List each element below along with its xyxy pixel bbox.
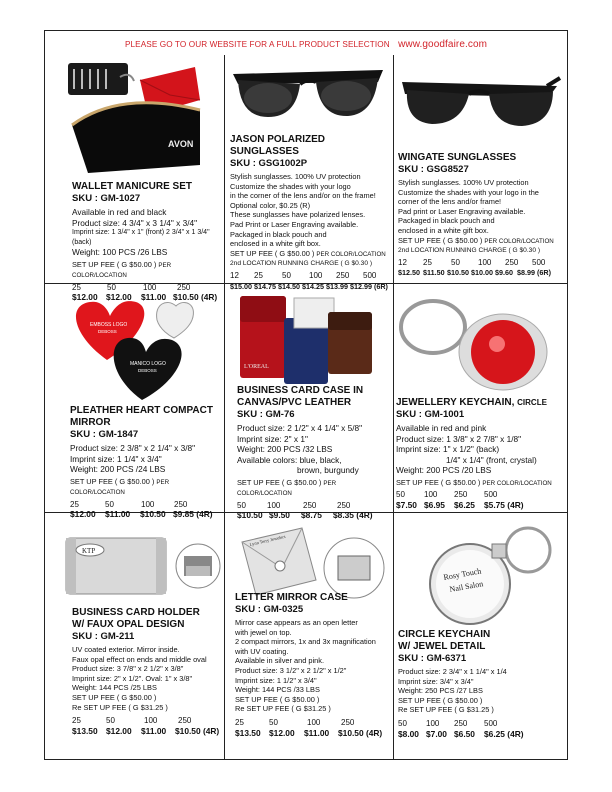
product-detail: Imprint size: 1 1/2" x 3/4" [235,675,317,685]
banner [44,39,568,50]
product-detail: Available colors: blue, black, [237,454,342,465]
keychain-imprint: Nail Salon [448,579,484,594]
product-detail: Available in red and pink [396,423,487,433]
product-detail: Imprint size: 2" x 1" [237,433,308,444]
jason-sunglasses-image [228,62,388,132]
product-sku: SKU : GM-1001 [396,409,465,420]
product-detail: enclosed in a white gift box. [398,225,489,235]
quantity-row: 25 50 100 250 [72,716,192,726]
product-jewellery-keychain [396,397,564,510]
setup-fee: SET UP FEE ( G $50.00 ) PER COLOR/LOCATION [237,477,337,498]
product-detail: Weight: 100 PCS /26 LBS [72,247,168,258]
product-detail: enclosed in a white gift box. [230,239,321,249]
price-row: $15.00 $14.75 $14.50 $14.25 $13.99 $12.99 (6R) [230,281,388,291]
product-detail: with jewel on top. [235,627,292,637]
product-detail: Imprint size: 1 3/4" x 1" (front) 2 3/4" x 1 3/4" (back) [72,229,210,246]
setup-fee: SET UP FEE ( G $50.00 ) [72,692,157,702]
circle-keychain-image [412,522,562,632]
product-detail: Weight: 200 PCS /32 LBS [237,444,333,454]
product-title: CIRCLE KEYCHAIN [398,629,491,640]
product-letter-mirror-case [235,592,390,738]
product-detail: brown, burgundy [297,465,359,475]
business-card-case-image [232,290,387,390]
grid-divider [393,55,394,760]
product-detail: Customize the shades with your logo in the [398,187,539,197]
product-title: BUSINESS CARD HOLDER [72,607,200,618]
wingate-sunglasses-image [397,72,562,142]
re-setup-fee: Re SET UP FEE ( G $31.25 ) [72,702,168,712]
product-detail: Product size: 2 3/4" x 1 1/4" x 1/4 [398,667,507,676]
quantity-row: 12 25 50 100 250 500 [230,270,377,280]
product-detail: with UV coating. [235,646,289,656]
product-detail: Imprint size: 1" x 1/2" (back) [396,444,500,454]
quantity-row: 50 100 250 250 [237,500,351,510]
website-link[interactable]: www.goodfaire.com [398,39,488,50]
product-detail: Pad print or Laser Engraving available. [398,206,526,216]
product-detail: Pad Print or Laser Engraving available. [230,219,359,229]
price-row: $10.50 $9.50 $8.75 $8.35 (4R) [237,510,373,521]
loreal-imprint: L'OREAL [244,364,269,370]
product-detail: Weight: 144 PCS /33 LBS [235,685,320,695]
product-detail: Optional color, $0.25 (R) [230,200,311,210]
product-jason-sunglasses [230,134,390,291]
setup-fee: SET UP FEE ( G $50.00 ) PER COLOR/LOCATION [70,476,170,497]
product-detail: corner of the lens and/or frame! [398,197,502,207]
product-detail: Customize the shades with your logo [230,181,351,191]
product-detail: These sunglasses have polarized lenses. [230,210,366,220]
avon-imprint: AVON [168,139,194,149]
product-title: JEWELLERY KEYCHAIN, CIRCLE [396,397,547,408]
product-title: W/ FAUX OPAL DESIGN [72,619,185,630]
re-setup-fee: Re SET UP FEE ( G $31.25 ) [398,705,494,715]
product-detail: Imprint size: 2" x 1/2". Oval: 1" x 3/8" [72,673,193,683]
second-location-charge: 2nd LOCATION RUNNING CHARGE ( G $0.30 ) [230,260,373,268]
setup-fee: SET UP FEE ( G $50.00 ) [235,694,320,704]
product-sku: SKU : GM-1847 [70,429,139,440]
product-title: W/ JEWEL DETAIL [398,641,486,652]
second-location-charge: 2nd LOCATION RUNNING CHARGE ( G $0.30 ) [398,247,541,255]
banner-text: PLEASE GO TO OUR WEBSITE FOR A FULL PRODUCT SELECTION [124,40,390,49]
heart-imprint: DEBOSS [138,368,157,373]
product-title: WALLET MANICURE SET [72,181,192,192]
jewellery-keychain-image [395,292,560,397]
product-detail: Product size: 2 1/2" x 4 1/4" x 5/8" [237,423,363,433]
product-title: LETTER MIRROR CASE [235,592,348,603]
product-detail: 2 compact mirrors, 1x and 3x magnification [235,637,376,647]
product-detail: Product size: 1 3/8" x 2 7/8" x 1/8" [396,433,522,444]
product-detail: Mirror case appears as an open letter [235,618,358,627]
price-row: $12.00 $12.00 $11.00 $10.50 (4R) [72,292,218,303]
product-detail: Imprint size: 1 1/4" x 3/4" [70,453,162,464]
letter-imprint: Lynn Terry Jewelers [249,533,286,547]
product-detail: Packaged in black pouch and [398,216,495,226]
quantity-row: 50 100 250 500 [396,490,498,500]
product-detail: Packaged in black pouch and [230,229,327,239]
product-sku: SKU : GM-0325 [235,604,304,615]
product-detail: Faux opal effect on ends and middle oval [72,654,207,664]
setup-fee: SET UP FEE ( G $50.00 ) [398,695,483,705]
product-title: CANVAS/PVC LEATHER [237,397,352,408]
product-detail: Stylish sunglasses. 100% UV protection [398,178,529,187]
product-title: WINGATE SUNGLASSES [398,152,517,163]
product-detail: Weight: 144 PCS /25 LBS [72,683,157,693]
product-detail: Stylish sunglasses. 100% UV protection [230,172,361,181]
product-detail: Product size: 4 3/4" x 3 1/4" x 3/4" [72,217,198,228]
product-sku: SKU : GSG1002P [230,158,308,169]
product-detail: Available in red and black [72,207,167,217]
product-business-card-case [237,385,389,521]
wallet-manicure-image [60,55,210,180]
price-row: $8.00 $7.00 $6.50 $6.25 (4R) [398,728,524,739]
product-detail: Product size: 2 3/8" x 2 1/4" x 3/8" [70,443,196,453]
product-detail: Weight: 200 PCS /20 LBS [396,465,492,475]
card-holder-opal-image [62,530,222,600]
keychain-imprint: Rosy Touch [442,566,482,582]
setup-fee: SET UP FEE ( G $50.00 ) PER COLOR/LOCATION [230,248,386,258]
heart-compact-image [62,290,212,410]
product-detail: Imprint size: 3/4" x 3/4" [398,676,474,686]
product-card-holder-opal [72,607,222,736]
re-setup-fee: Re SET UP FEE ( G $31.25 ) [235,704,331,714]
product-detail: Weight: 250 PCS /27 LBS [398,686,483,696]
heart-imprint: MANICO LOGO [130,361,166,367]
product-sku: SKU : GM-76 [237,409,295,420]
quantity-row: 12 25 50 100 250 500 [398,257,546,267]
price-row: $12.00 $11.00 $10.50 $9.85 (4R) [70,509,213,520]
grid-divider [224,55,225,760]
product-circle-keychain [398,629,563,739]
product-detail: 1/4" x 1/4" (front, crystal) [446,454,537,465]
product-detail: UV coated exterior. Mirror inside. [72,645,180,654]
product-title: MIRROR [70,417,111,428]
product-sku: SKU : GM-211 [72,631,135,642]
product-title: BUSINESS CARD CASE IN [237,385,364,396]
setup-fee: SET UP FEE ( G $50.00 ) PER COLOR/LOCATION [72,259,172,280]
heart-imprint: DEBOSS [98,329,117,334]
setup-fee: SET UP FEE ( G $50.00 ) PER COLOR/LOCATION [396,477,552,487]
product-heart-compact [70,405,222,520]
product-wingate-sunglasses [398,152,563,278]
quantity-row: 25 50 100 250 [72,282,191,292]
product-wallet-manicure [72,181,222,303]
product-detail: Weight: 200 PCS /24 LBS [70,464,166,474]
heart-imprint: EMBOSS LOGO [90,322,128,328]
quantity-row: 50 100 250 500 [398,718,498,728]
price-row: $12.50 $11.50 $10.50 $10.00 $9.60 $8.99 (6R) [398,268,551,278]
product-detail: Product size: 3 1/2" x 2 1/2" x 1/2" [235,665,347,675]
product-detail: Product size: 3 7/8" x 2 1/2" x 3/8" [72,664,184,674]
quantity-row: 25 50 100 250 [235,717,355,727]
price-row: $13.50 $12.00 $11.00 $10.50 (4R) [235,727,383,738]
quantity-row: 25 50 100 250 [70,499,188,509]
price-row: $13.50 $12.00 $11.00 $10.50 (4R) [72,725,220,736]
product-sku: SKU : GSG8527 [398,164,469,175]
product-sku: SKU : GM-1027 [72,193,141,204]
setup-fee: SET UP FEE ( G $50.00 ) PER COLOR/LOCATION [398,235,554,245]
product-sku: SKU : GM-6371 [398,653,467,664]
product-title: PLEATHER HEART COMPACT [70,405,213,416]
product-detail: Available in silver and pink. [235,656,325,666]
product-title: JASON POLARIZED SUNGLASSES [230,134,326,157]
product-detail: in the corner of the lens and/or on the frame! [230,191,376,201]
price-row: $7.50 $6.95 $6.25 $5.75 (4R) [396,499,524,510]
ktp-imprint: KTP [82,547,96,555]
